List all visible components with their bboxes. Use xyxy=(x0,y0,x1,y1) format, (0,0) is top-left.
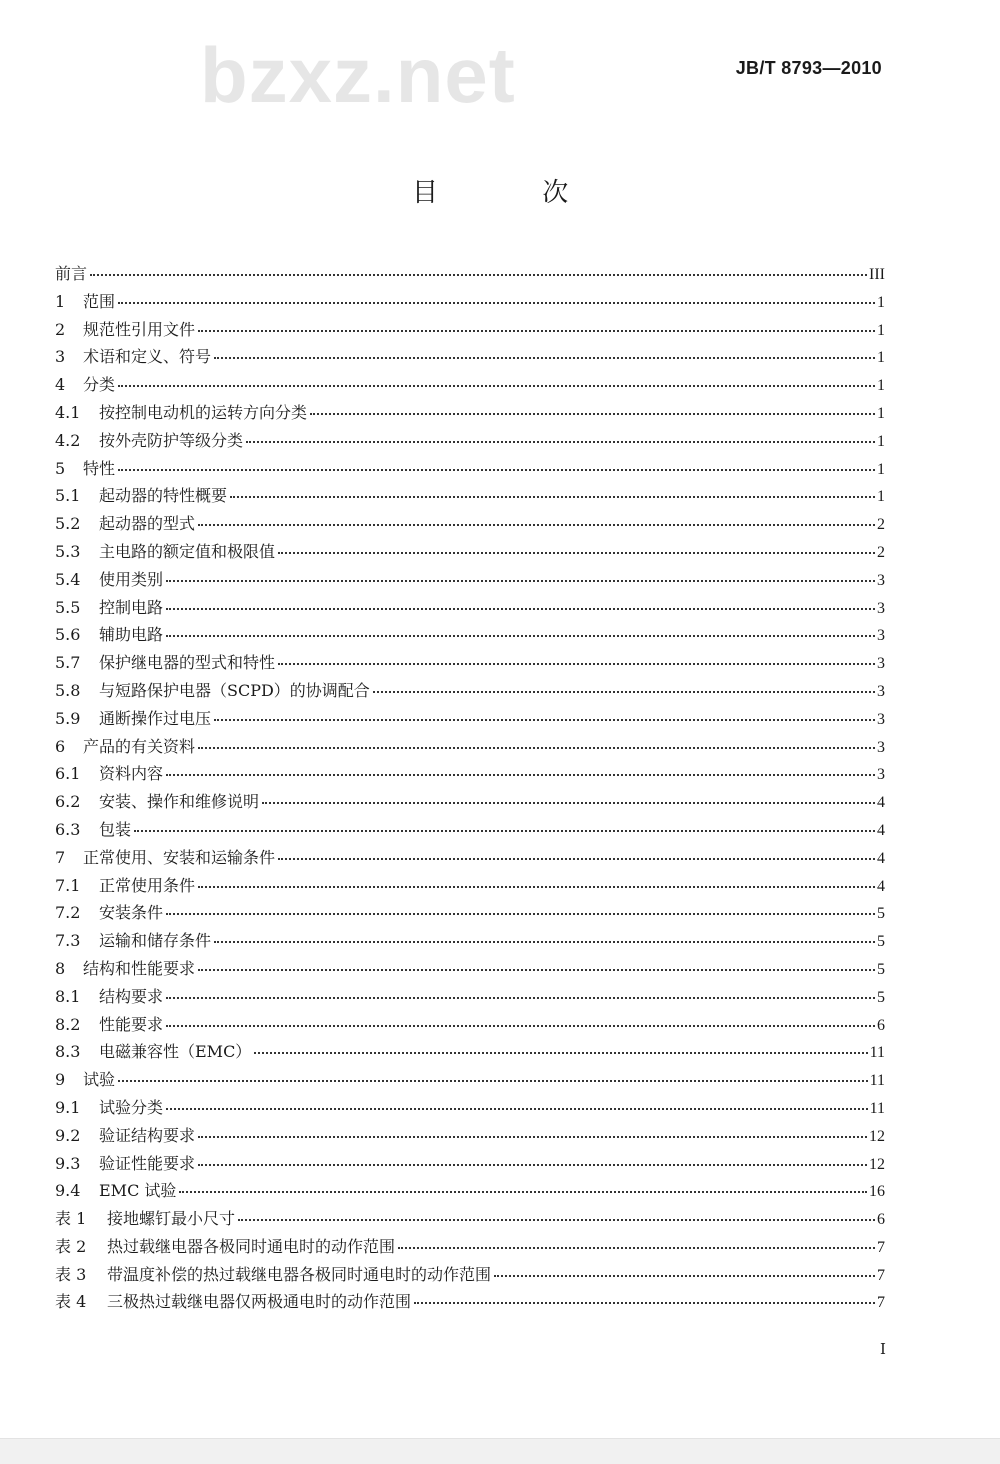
toc-entry[interactable] xyxy=(55,956,885,984)
dot-leader xyxy=(166,913,875,915)
toc-entry-number: 4.1 xyxy=(55,402,81,422)
dot-leader xyxy=(198,1164,867,1166)
toc-entry-page: 2 xyxy=(877,516,885,534)
dot-leader xyxy=(373,691,875,693)
toc-entry-title: 安装、操作和维修说明 xyxy=(99,792,260,812)
dot-leader xyxy=(254,1052,867,1054)
toc-entry[interactable] xyxy=(55,873,885,901)
dot-leader xyxy=(166,774,875,776)
toc-entry[interactable] xyxy=(55,344,885,372)
toc-entry-page: 1 xyxy=(877,404,885,422)
dot-leader xyxy=(278,552,875,554)
dot-leader xyxy=(262,802,875,804)
toc-entry[interactable] xyxy=(55,1123,885,1151)
toc-entry-title: 范围 xyxy=(83,291,116,311)
toc-entry[interactable] xyxy=(55,372,885,400)
toc-entry[interactable] xyxy=(55,706,885,734)
toc-entry[interactable] xyxy=(55,984,885,1012)
toc-entry-number: 5.5 xyxy=(55,597,81,617)
toc-entry-page: 3 xyxy=(877,738,885,756)
toc-entry-number: 5.3 xyxy=(55,541,81,561)
dot-leader xyxy=(198,1136,867,1138)
dot-leader xyxy=(246,441,875,443)
toc-entry-page: 1 xyxy=(877,349,885,367)
toc-entry-title: 电磁兼容性（EMC） xyxy=(99,1042,252,1062)
dot-leader xyxy=(166,997,875,999)
toc-entry-page: 3 xyxy=(877,766,885,784)
toc-entry-page: 1 xyxy=(877,293,885,311)
toc-entry[interactable] xyxy=(55,622,885,650)
toc-entry-page: 3 xyxy=(877,710,885,728)
toc-entry[interactable] xyxy=(55,734,885,762)
toc-entry-number: 5.6 xyxy=(55,625,81,645)
toc-entry-title: 性能要求 xyxy=(99,1014,164,1034)
dot-leader xyxy=(198,330,875,332)
toc-entry-title: 接地螺钉最小尺寸 xyxy=(107,1209,236,1229)
toc-entry[interactable] xyxy=(55,1039,885,1067)
toc-entry[interactable] xyxy=(55,900,885,928)
toc-entry-page: 4 xyxy=(877,794,885,812)
toc-entry-title: 起动器的特性概要 xyxy=(99,486,228,506)
toc-entry[interactable] xyxy=(55,400,885,428)
toc-entry[interactable] xyxy=(55,678,885,706)
toc-entry-number: 7.3 xyxy=(55,931,81,951)
dot-leader xyxy=(166,1025,875,1027)
toc-entry-number: 7 xyxy=(55,847,66,867)
toc-entry[interactable] xyxy=(55,1178,885,1206)
toc-entry-page: 7 xyxy=(877,1266,885,1284)
dot-leader xyxy=(166,635,875,637)
toc-entry-title: 正常使用条件 xyxy=(99,875,196,895)
dot-leader xyxy=(278,858,875,860)
toc-entry-number: 6.1 xyxy=(55,764,81,784)
toc-entry[interactable] xyxy=(55,456,885,484)
toc-entry-number: 6 xyxy=(55,736,66,756)
dot-leader xyxy=(398,1247,875,1249)
toc-entry-number: 5.1 xyxy=(55,486,81,506)
toc-entry-number: 2 xyxy=(55,319,66,339)
toc-entry-title: 起动器的型式 xyxy=(99,514,196,534)
dot-leader xyxy=(166,608,875,610)
toc-entry-page: 1 xyxy=(877,460,885,478)
toc-entry[interactable] xyxy=(55,817,885,845)
toc-entry[interactable] xyxy=(55,595,885,623)
toc-entry[interactable] xyxy=(55,511,885,539)
toc-entry-page: 4 xyxy=(877,877,885,895)
toc-entry-number: 8 xyxy=(55,958,66,978)
toc-entry[interactable] xyxy=(55,789,885,817)
dot-leader xyxy=(118,469,875,471)
toc-entry-page: 11 xyxy=(869,1044,885,1062)
toc-entry[interactable] xyxy=(55,1234,885,1262)
toc-entry-title: 按外壳防护等级分类 xyxy=(99,430,244,450)
toc-entry-title: 试验分类 xyxy=(99,1097,164,1117)
toc-entry-page: 5 xyxy=(877,988,885,1006)
toc-entry-title: EMC 试验 xyxy=(99,1181,177,1201)
toc-entry-number: 5.9 xyxy=(55,708,81,728)
toc-entry[interactable] xyxy=(55,261,885,289)
toc-entry[interactable] xyxy=(55,289,885,317)
toc-entry[interactable] xyxy=(55,1262,885,1290)
standard-number: JB/T 8793—2010 xyxy=(735,58,882,78)
toc-entry-number: 表 4 xyxy=(55,1292,87,1312)
toc-entry-page: 3 xyxy=(877,571,885,589)
toc-entry[interactable] xyxy=(55,1067,885,1095)
watermark: bzxz.net xyxy=(200,31,516,119)
dot-leader xyxy=(166,580,875,582)
toc-entry-title: 结构要求 xyxy=(99,986,164,1006)
toc-entry-number: 5.4 xyxy=(55,569,81,589)
toc-entry-title: 三极热过载继电器仅两极通电时的动作范围 xyxy=(107,1292,412,1312)
toc-entry-title: 与短路保护电器（SCPD）的协调配合 xyxy=(99,680,370,700)
toc-entry-title: 前言 xyxy=(55,264,88,283)
toc-entry-number: 9.1 xyxy=(55,1097,81,1117)
toc-entry-title: 带温度补偿的热过载继电器各极同时通电时的动作范围 xyxy=(107,1264,492,1284)
toc-entry-title: 使用类别 xyxy=(99,569,164,589)
dot-leader xyxy=(278,663,875,665)
toc-entry-title: 控制电路 xyxy=(99,597,164,617)
page-title: 目 次 xyxy=(412,178,617,208)
dot-leader xyxy=(90,274,867,276)
toc-entry[interactable] xyxy=(55,650,885,678)
toc-entry-number: 6.2 xyxy=(55,792,81,812)
toc-entry-page: 1 xyxy=(877,488,885,506)
toc-entry-number: 8.2 xyxy=(55,1014,81,1034)
toc-entry-number: 5.8 xyxy=(55,680,81,700)
toc-entry-page: 7 xyxy=(877,1294,885,1312)
toc-entry[interactable] xyxy=(55,1206,885,1234)
dot-leader xyxy=(198,886,875,888)
table-of-contents xyxy=(55,261,885,1317)
dot-leader xyxy=(214,719,875,721)
toc-entry-title: 产品的有关资料 xyxy=(83,736,196,756)
toc-entry-number: 8.1 xyxy=(55,986,81,1006)
toc-entry-title: 分类 xyxy=(83,375,116,395)
dot-leader xyxy=(118,385,875,387)
toc-entry-page: 4 xyxy=(877,849,885,867)
toc-entry-page: 12 xyxy=(869,1127,885,1145)
dot-leader xyxy=(198,747,875,749)
toc-entry[interactable] xyxy=(55,1095,885,1123)
toc-entry[interactable] xyxy=(55,1012,885,1040)
toc-entry-number: 表 1 xyxy=(55,1209,87,1229)
toc-entry-title: 按控制电动机的运转方向分类 xyxy=(99,402,308,422)
dot-leader xyxy=(198,969,875,971)
toc-entry-number: 7.1 xyxy=(55,875,81,895)
toc-entry-title: 验证性能要求 xyxy=(99,1153,196,1173)
toc-entry-title: 主电路的额定值和极限值 xyxy=(99,541,276,561)
toc-entry-page: 11 xyxy=(869,1072,885,1090)
toc-entry-title: 资料内容 xyxy=(99,764,164,784)
toc-entry-number: 4 xyxy=(55,375,66,395)
toc-entry-number: 5.2 xyxy=(55,514,81,534)
dot-leader xyxy=(414,1302,875,1304)
toc-entry-page: 12 xyxy=(869,1155,885,1173)
toc-entry-title: 规范性引用文件 xyxy=(83,319,196,339)
page-number: I xyxy=(880,1340,886,1358)
toc-entry-page: 5 xyxy=(877,933,885,951)
dot-leader xyxy=(214,941,875,943)
toc-entry[interactable] xyxy=(55,761,885,789)
toc-entry-page: 2 xyxy=(877,543,885,561)
toc-entry-page: 1 xyxy=(877,377,885,395)
dot-leader xyxy=(179,1191,867,1193)
toc-entry-page: 3 xyxy=(877,655,885,673)
toc-entry[interactable] xyxy=(55,567,885,595)
viewer-bottom-strip xyxy=(0,1438,1000,1464)
toc-entry-number: 表 3 xyxy=(55,1264,87,1284)
toc-entry-page: 5 xyxy=(877,960,885,978)
toc-entry-number: 5 xyxy=(55,458,66,478)
toc-entry-title: 安装条件 xyxy=(99,903,164,923)
toc-entry-page: 6 xyxy=(877,1016,885,1034)
toc-entry[interactable] xyxy=(55,845,885,873)
dot-leader xyxy=(310,413,875,415)
toc-entry-number: 9 xyxy=(55,1070,66,1090)
dot-leader xyxy=(198,524,875,526)
toc-entry-page: 3 xyxy=(877,599,885,617)
toc-entry-number: 8.3 xyxy=(55,1042,81,1062)
toc-entry-page: 1 xyxy=(877,432,885,450)
toc-entry-title: 运输和储存条件 xyxy=(99,931,212,951)
toc-entry-page: 5 xyxy=(877,905,885,923)
toc-entry[interactable] xyxy=(55,539,885,567)
toc-entry-number: 7.2 xyxy=(55,903,81,923)
dot-leader xyxy=(166,1108,868,1110)
toc-entry-page: 7 xyxy=(877,1238,885,1256)
toc-entry-number: 5.7 xyxy=(55,653,81,673)
toc-entry[interactable] xyxy=(55,1289,885,1317)
toc-entry-number: 9.2 xyxy=(55,1125,81,1145)
toc-entry-title: 术语和定义、符号 xyxy=(83,347,212,367)
toc-entry-title: 包装 xyxy=(99,819,132,839)
toc-entry-page: 6 xyxy=(877,1211,885,1229)
toc-entry-title: 结构和性能要求 xyxy=(83,958,196,978)
toc-entry-title: 通断操作过电压 xyxy=(99,708,212,728)
toc-entry-title: 正常使用、安装和运输条件 xyxy=(83,847,276,867)
toc-entry[interactable] xyxy=(55,483,885,511)
toc-entry-number: 9.3 xyxy=(55,1153,81,1173)
toc-entry-page: 4 xyxy=(877,821,885,839)
toc-entry-page: III xyxy=(869,266,885,283)
dot-leader xyxy=(134,830,875,832)
dot-leader xyxy=(118,302,875,304)
toc-entry-title: 辅助电路 xyxy=(99,625,164,645)
toc-entry-number: 表 2 xyxy=(55,1236,87,1256)
toc-entry-title: 验证结构要求 xyxy=(99,1125,196,1145)
dot-leader xyxy=(238,1219,875,1221)
toc-entry[interactable] xyxy=(55,317,885,345)
toc-entry[interactable] xyxy=(55,1151,885,1179)
toc-entry-title: 保护继电器的型式和特性 xyxy=(99,653,276,673)
dot-leader xyxy=(118,1080,868,1082)
toc-entry-page: 16 xyxy=(869,1183,885,1201)
toc-entry-page: 3 xyxy=(877,682,885,700)
toc-entry-page: 11 xyxy=(869,1099,885,1117)
toc-entry-title: 热过载继电器各极同时通电时的动作范围 xyxy=(107,1236,396,1256)
toc-entry-number: 1 xyxy=(55,291,66,311)
toc-entry-number: 4.2 xyxy=(55,430,81,450)
toc-entry-number: 6.3 xyxy=(55,819,81,839)
toc-entry-title: 试验 xyxy=(83,1070,116,1090)
toc-entry-number: 9.4 xyxy=(55,1181,81,1201)
toc-entry-page: 3 xyxy=(877,627,885,645)
dot-leader xyxy=(214,357,875,359)
toc-entry[interactable] xyxy=(55,928,885,956)
dot-leader xyxy=(494,1275,875,1277)
toc-entry-title: 特性 xyxy=(83,458,116,478)
toc-entry[interactable] xyxy=(55,428,885,456)
toc-entry-number: 3 xyxy=(55,347,66,367)
dot-leader xyxy=(230,496,875,498)
toc-entry-page: 1 xyxy=(877,321,885,339)
